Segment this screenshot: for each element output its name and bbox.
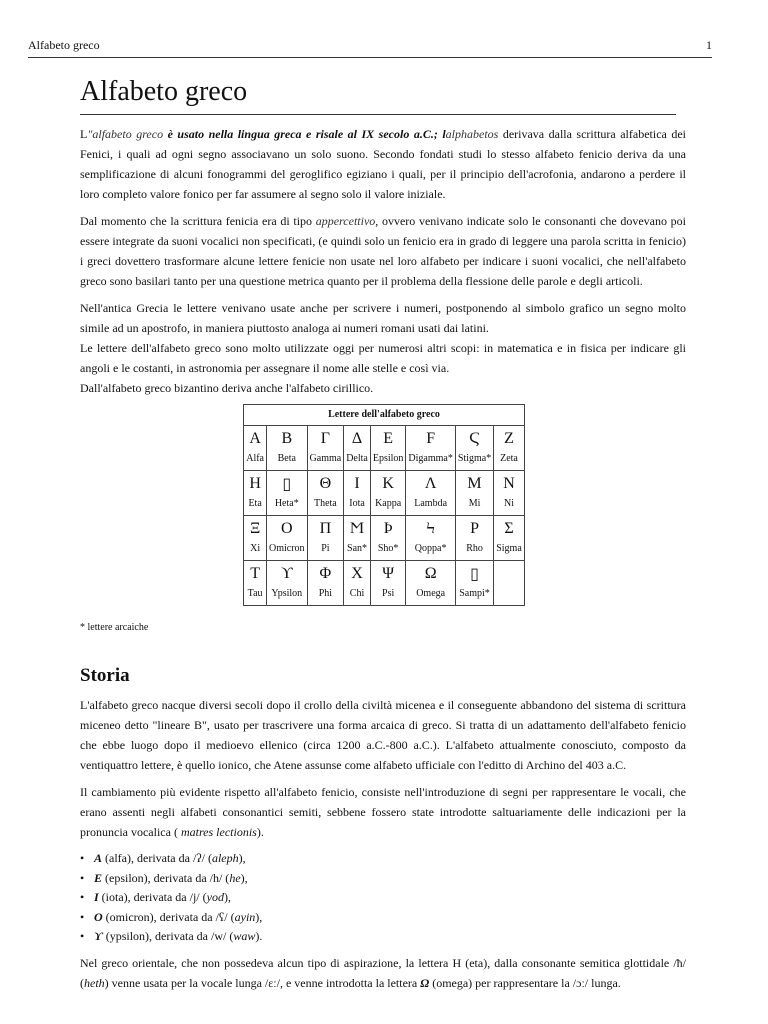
- greek-letter-cell: Φ: [307, 561, 344, 586]
- greek-letter-cell: Γ: [307, 426, 344, 451]
- greek-letter-cell: Ξ: [244, 516, 267, 541]
- greek-letter-cell: ▯: [455, 561, 493, 586]
- greek-letters-table: [243, 404, 525, 606]
- greek-letter-cell: Ϸ: [370, 516, 406, 541]
- table-row-names: [244, 495, 525, 516]
- greek-letter-name-cell[interactable]: Rho: [455, 540, 493, 561]
- greek-letter-cell: Ι: [344, 471, 371, 496]
- greek-letter-cell: Ζ: [494, 426, 525, 451]
- greek-letter-name-cell[interactable]: Tau: [244, 585, 267, 606]
- greek-letter-cell: Ρ: [455, 516, 493, 541]
- greek-letter-cell: [494, 561, 525, 586]
- greek-letter-name-cell[interactable]: Epsilon: [370, 450, 406, 471]
- table-row-letters: [244, 516, 525, 541]
- greek-letter-name-cell[interactable]: San*: [344, 540, 371, 561]
- link-alphabetos[interactable]: alphabetos: [445, 127, 499, 141]
- storia-paragraph-1: L'alfabeto greco nacque diversi secoli dopo il crollo della civiltà micenea e il conseguente abbandono del sistema di scrittura miceneo detto "lineare B", usato per trascrivere una forma arcaica di greco. Si tratta di un adattamento dell'alfabeto fenicio che ebbe luogo dopo il medioevo ellenico (circa 1200 a.C.-800 a.C.). L'alfabeto attualmente conosciuto, composto da ventiquattro lettere, è quello ionico, che Atene assunse come alfabeto ufficiale con l'editto di Archino del 403 a.C.: [80, 698, 686, 772]
- greek-letter-name-cell[interactable]: Kappa: [370, 495, 406, 516]
- greek-letter-cell: Ϻ: [344, 516, 371, 541]
- greek-letters-table-wrapper: [82, 404, 686, 606]
- greek-letter-name-cell[interactable]: Zeta: [494, 450, 525, 471]
- greek-letter-name-cell[interactable]: Eta: [244, 495, 267, 516]
- link-alfabeto-greco[interactable]: "alfabeto greco: [87, 127, 164, 141]
- storia-paragraph-2: Il cambiamento più evidente rispetto all'alfabeto fenicio, consiste nell'introduzione di segni per rappresentare le vocali, che erano assenti negli alfabeti consonantici semiti, sebbene fossero state introdotte saltuariamente delle indicazioni per la pronuncia vocalica ( matres lectionis).: [80, 785, 686, 839]
- list-item: • O (omicron), derivata da /ʕ/ (ayin),: [80, 908, 686, 928]
- greek-letter-name-cell[interactable]: Ni: [494, 495, 525, 516]
- greek-letter-cell: ϒ: [267, 561, 308, 586]
- greek-letter-cell: Ω: [406, 561, 455, 586]
- header-rule: [28, 57, 712, 58]
- greek-letter-name-cell[interactable]: Delta: [344, 450, 371, 471]
- greek-letter-name-cell[interactable]: Ypsilon: [267, 585, 308, 606]
- greek-letter-name-cell[interactable]: Sigma: [494, 540, 525, 561]
- greek-letter-name-cell[interactable]: Beta: [267, 450, 308, 471]
- greek-letter-name-cell[interactable]: Omega: [406, 585, 455, 606]
- greek-letter-cell: Η: [244, 471, 267, 496]
- greek-letter-name-cell[interactable]: Stigma*: [455, 450, 493, 471]
- greek-letter-cell: Ϟ: [406, 516, 455, 541]
- table-caption: Lettere dell'alfabeto greco: [243, 404, 525, 425]
- storia-paragraph-3: Nel greco orientale, che non possedeva alcun tipo di aspirazione, la lettera H (eta), dalla consonante semitica glottidale /ħ/ (heth) venne usata per la vocale lunga /ɛː/, e venne introdotta la lettera Ω (omega) per rappresentare la /ɔː/ lunga.: [80, 955, 686, 990]
- greek-letter-cell: Μ: [455, 471, 493, 496]
- running-header-title: Alfabeto greco: [28, 38, 100, 52]
- greek-letter-name-cell[interactable]: Chi: [344, 585, 371, 606]
- greek-letter-cell: Ψ: [370, 561, 406, 586]
- greek-letter-cell: Ο: [267, 516, 308, 541]
- intro-paragraph-3: Nell'antica Grecia le lettere venivano usate anche per scrivere i numeri, postponendo al simbolo grafico un segno molto simile ad un apostrofo, in maniera piuttosto analoga ai numeri romani usati dai latini.: [80, 301, 686, 335]
- intro-paragraph-1: L"alfabeto greco è usato nella lingua greca e risale al IX secolo a.C.; lalphabetos derivava dalla scrittura alfabetica dei Fenici, i quali ad ogni segno associavano un solo suono. Secondo fondati studi lo stesso alfabeto fenicio deriva da una semplificazione di alcuni fonogrammi del geroglifico egiziano i quali, per il principio dell'acrofonia, andarono a perdere il loro completo valore fonico per far assumere al segno solo il valore iniziale.: [80, 127, 687, 201]
- intro-paragraph-5: Dall'alfabeto greco bizantino deriva anche l'alfabeto cirillico.: [80, 381, 374, 395]
- greek-letter-cell: Ε: [370, 426, 406, 451]
- greek-letter-cell: Τ: [244, 561, 267, 586]
- table-row-letters: [244, 426, 525, 451]
- table-row-letters: [244, 561, 525, 586]
- list-item: • ϒ (ypsilon), derivata da /w/ (waw).: [80, 927, 686, 947]
- greek-letter-cell: Π: [307, 516, 344, 541]
- greek-letter-name-cell[interactable]: Mi: [455, 495, 493, 516]
- table-row-names: [244, 450, 525, 471]
- greek-letter-cell: Ν: [494, 471, 525, 496]
- list-item: • I (iota), derivata da /j/ (yod),: [80, 888, 686, 908]
- greek-letter-name-cell[interactable]: Xi: [244, 540, 267, 561]
- greek-letter-name-cell[interactable]: Iota: [344, 495, 371, 516]
- greek-letter-name-cell[interactable]: Digamma*: [406, 450, 455, 471]
- greek-letter-cell: Α: [244, 426, 267, 451]
- table-row-names: [244, 585, 525, 606]
- intro-paragraph-2: Dal momento che la scrittura fenicia era di tipo appercettivo, ovvero venivano indicate solo le consonanti che dovevano poi essere integrate da suoni vocalici non specificati, (e quindi solo un fenicio era in grado di leggere una parola scritta in fenicio) i greci dovettero trasformare alcune lettere fenicie non usate nel loro alfabeto per indicare i suoni vocalici, che nell'alfabeto greco sono basilari tanto per una questione metrica quanto per il problema della flessione delle parole e degli articoli.: [80, 214, 686, 288]
- greek-letter-cell: Σ: [494, 516, 525, 541]
- table-footnote: * lettere arcaiche: [80, 622, 149, 633]
- table-row-letters: [244, 471, 525, 496]
- article-body: [80, 124, 686, 1000]
- greek-letter-name-cell[interactable]: Heta*: [267, 495, 308, 516]
- greek-letter-cell: Χ: [344, 561, 371, 586]
- greek-letter-cell: Κ: [370, 471, 406, 496]
- section-heading-storia: Storia: [80, 665, 130, 686]
- greek-letter-name-cell[interactable]: Qoppa*: [406, 540, 455, 561]
- greek-letter-name-cell[interactable]: Sho*: [370, 540, 406, 561]
- greek-letter-name-cell[interactable]: Gamma: [307, 450, 344, 471]
- list-item: • A (alfa), derivata da /ʔ/ (aleph),: [80, 849, 686, 869]
- greek-letter-name-cell[interactable]: Alfa: [244, 450, 267, 471]
- greek-letter-cell: Θ: [307, 471, 344, 496]
- greek-letter-cell: Λ: [406, 471, 455, 496]
- greek-letter-cell: Β: [267, 426, 308, 451]
- intro-paragraph-4: Le lettere dell'alfabeto greco sono molto utilizzate oggi per numerosi altri scopi: in matematica e in fisica per indicare gli angoli e le costanti, in astronomia per assegnare il nome alle stelle e così via.: [80, 341, 686, 375]
- running-header: [28, 38, 712, 53]
- greek-letter-name-cell[interactable]: Pi: [307, 540, 344, 561]
- greek-letter-name-cell[interactable]: Phi: [307, 585, 344, 606]
- greek-letter-cell: F: [406, 426, 455, 451]
- greek-letter-name-cell[interactable]: Sampi*: [455, 585, 493, 606]
- greek-letter-cell: Ϛ: [455, 426, 493, 451]
- greek-letter-cell: Δ: [344, 426, 371, 451]
- greek-letter-cell: ▯: [267, 471, 308, 496]
- greek-letter-name-cell[interactable]: Theta: [307, 495, 344, 516]
- list-item: • E (epsilon), derivata da /h/ (he),: [80, 869, 686, 889]
- greek-letter-name-cell[interactable]: Psi: [370, 585, 406, 606]
- link-appercettivo[interactable]: appercettivo: [315, 214, 376, 228]
- greek-letter-name-cell[interactable]: [494, 585, 525, 606]
- page-number: 1: [706, 38, 712, 52]
- page-title: Alfabeto greco: [80, 76, 676, 115]
- table-row-names: [244, 540, 525, 561]
- greek-letter-name-cell[interactable]: Omicron: [267, 540, 308, 561]
- greek-letter-name-cell[interactable]: Lambda: [406, 495, 455, 516]
- vowel-derivation-list: [80, 849, 686, 947]
